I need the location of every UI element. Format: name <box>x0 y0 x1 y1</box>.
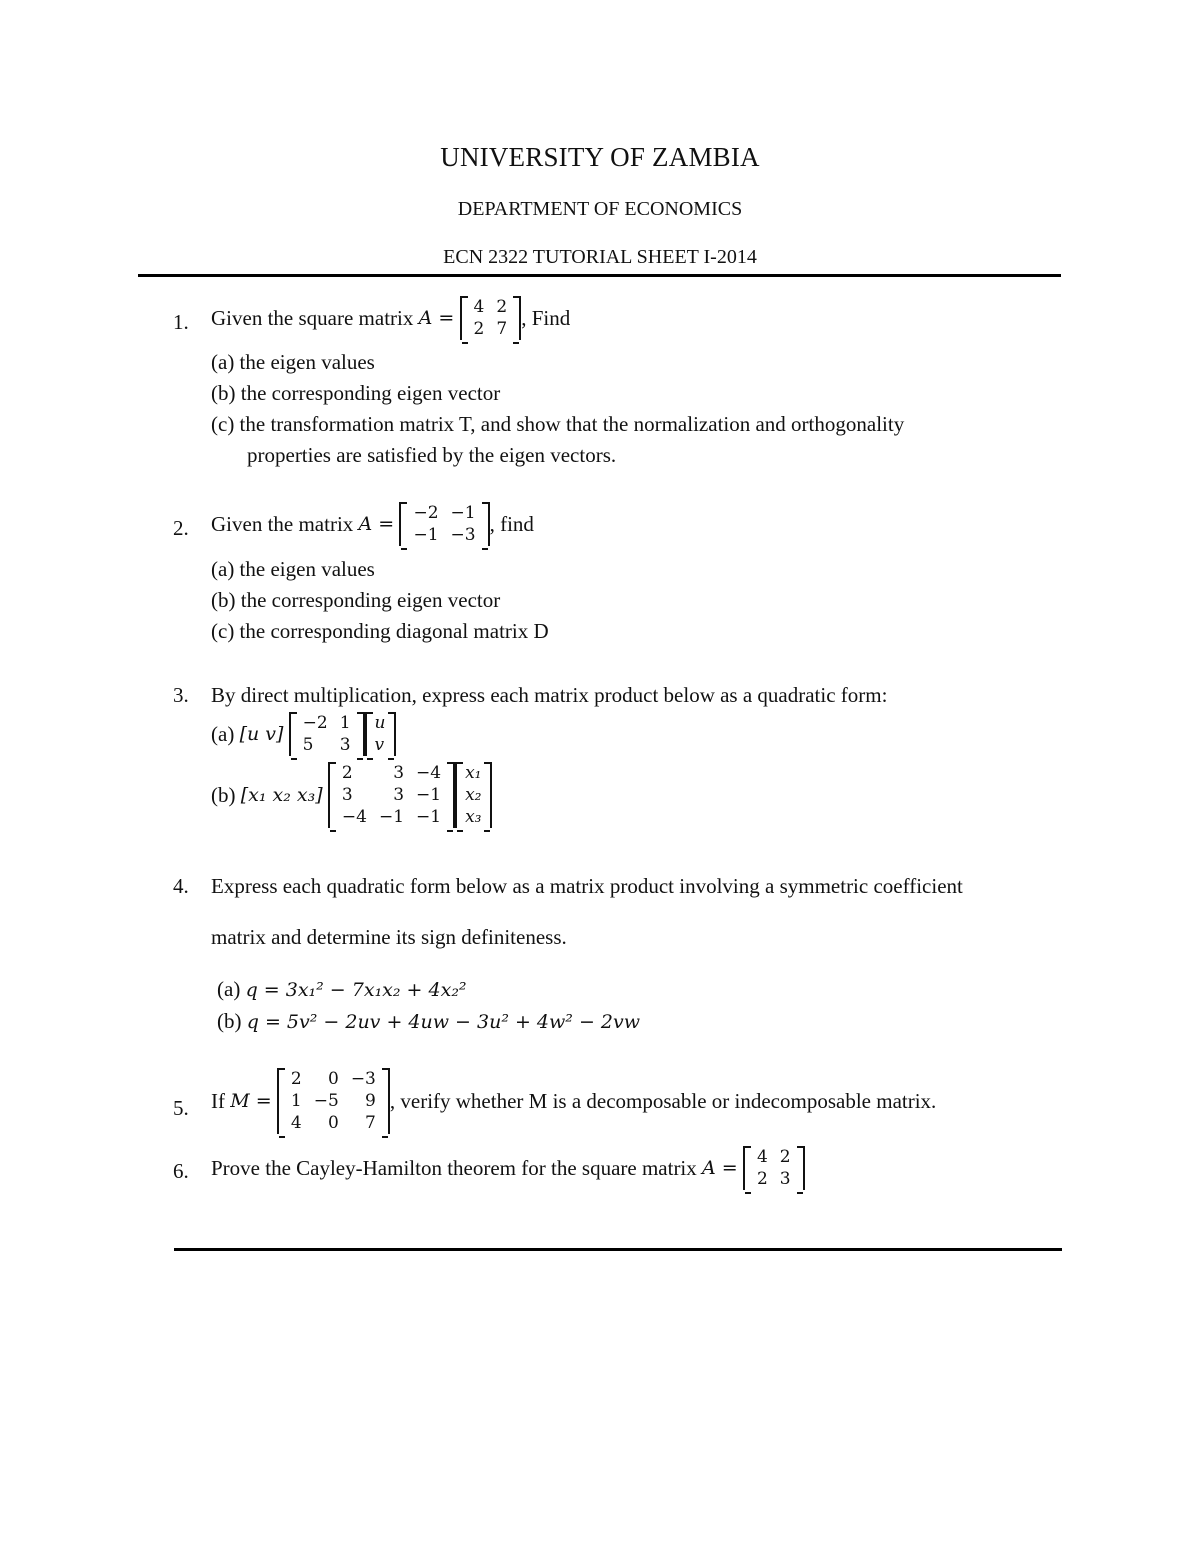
matrix-cell: 3 <box>779 1169 791 1189</box>
q1-part-c-cont: properties are satisfied by the eigen vectors. <box>247 443 617 467</box>
matrix-row <box>369 734 392 756</box>
q4-a-expr: q = 3x₁² − 7x₁x₂ + 4x₂² <box>245 979 467 1001</box>
matrix-cell: −2 <box>413 503 439 523</box>
q1-part-b: (b) the corresponding eigen vector <box>211 381 501 405</box>
university-title: UNIVERSITY OF ZAMBIA <box>440 142 760 172</box>
matrix-row <box>369 712 392 734</box>
q3-b-label: (b) <box>211 782 236 807</box>
matrix-row <box>468 296 514 318</box>
matrix-cell: 1 <box>339 713 351 733</box>
q5-matrix <box>277 1068 390 1134</box>
matrix-row <box>407 502 481 524</box>
department-title: DEPARTMENT OF ECONOMICS <box>457 198 743 220</box>
q6-matrix <box>743 1146 805 1190</box>
q3-part-a <box>211 712 396 756</box>
matrix-row <box>459 806 487 828</box>
matrix-cell: 4 <box>473 297 485 317</box>
q4-text-1: Express each quadratic form below as a matrix product involving a symmetric coefficient <box>211 874 963 898</box>
q4-part-a <box>217 977 467 1002</box>
matrix-row <box>751 1168 797 1190</box>
q3-a-matrix <box>289 712 365 756</box>
matrix-row <box>336 806 447 828</box>
q3-b-col <box>455 762 491 828</box>
matrix-cell: 5 <box>302 735 314 755</box>
matrix-cell: 9 <box>365 1091 376 1111</box>
q2-number: 2. <box>173 516 189 540</box>
matrix-row <box>297 734 357 756</box>
matrix-cell: −1 <box>413 525 439 545</box>
matrix-row <box>459 762 487 784</box>
matrix-cell: 2 <box>341 763 353 783</box>
q3-a-label: (a) <box>211 721 235 746</box>
matrix-cell: 2 <box>779 1147 791 1167</box>
q1-number: 1. <box>173 310 189 334</box>
matrix-cell: 2 <box>496 297 508 317</box>
matrix-cell: 7 <box>496 319 508 339</box>
matrix-cell: 4 <box>290 1113 302 1133</box>
q2-suffix: , find <box>489 511 534 536</box>
matrix-cell: 2 <box>290 1069 302 1089</box>
q6-text: Prove the Cayley-Hamilton theorem for the square matrix <box>211 1155 697 1180</box>
q2-part-b: (b) the corresponding eigen vector <box>211 588 501 612</box>
matrix-cell: −1 <box>416 785 442 805</box>
matrix-cell: −1 <box>450 503 476 523</box>
q6-var: A = <box>702 1157 738 1179</box>
matrix-row <box>336 784 447 806</box>
q1-part-c: (c) the transformation matrix T, and show that the normalization and orthogonality <box>211 412 905 436</box>
matrix-cell: −2 <box>302 713 328 733</box>
q5-suffix: , verify whether M is a decomposable or indecomposable matrix. <box>389 1088 937 1113</box>
matrix-cell: −5 <box>313 1091 339 1111</box>
q2-prefix: Given the matrix <box>211 511 354 536</box>
q3-a-row: [u v] <box>239 723 284 745</box>
matrix-cell: 2 <box>756 1169 768 1189</box>
q1-var: A = <box>418 307 455 329</box>
q1-statement <box>211 296 570 340</box>
matrix-row <box>459 784 487 806</box>
matrix-row <box>336 762 447 784</box>
q2-statement <box>211 502 534 546</box>
matrix-cell: v <box>374 735 385 755</box>
q2-matrix <box>399 502 489 546</box>
q1-part-a: (a) the eigen values <box>211 350 375 374</box>
matrix-cell: 1 <box>290 1091 302 1111</box>
q2-var: A = <box>358 513 395 535</box>
q4-b-expr: q = 5v² − 2uv + 4uw − 3u² + 4w² − 2vw <box>246 1011 640 1033</box>
matrix-cell: x₃ <box>465 807 482 827</box>
matrix-cell: 0 <box>327 1113 339 1133</box>
matrix-cell: −4 <box>416 763 442 783</box>
matrix-row <box>297 712 357 734</box>
q4-number: 4. <box>173 874 189 898</box>
matrix-cell: −3 <box>350 1069 376 1089</box>
q5-statement <box>211 1068 936 1134</box>
sheet-title: ECN 2322 TUTORIAL SHEET I-2014 <box>443 246 757 268</box>
matrix-row <box>285 1090 382 1112</box>
q1-matrix <box>460 296 522 340</box>
matrix-cell: u <box>374 713 386 733</box>
matrix-cell: 7 <box>365 1113 376 1133</box>
matrix-row <box>285 1112 382 1134</box>
matrix-cell: 3 <box>339 735 351 755</box>
q1-suffix: , Find <box>521 305 571 330</box>
q4-part-b <box>217 1009 640 1034</box>
q1-prefix: Given the square matrix <box>211 305 414 330</box>
matrix-cell: 3 <box>393 785 405 805</box>
matrix-cell: 0 <box>327 1069 339 1089</box>
q5-number: 5. <box>173 1096 189 1120</box>
q3-a-col <box>365 712 396 756</box>
matrix-row <box>751 1146 797 1168</box>
matrix-row <box>468 318 514 340</box>
q4-text-2: matrix and determine its sign definiteness. <box>211 925 567 949</box>
matrix-cell: −1 <box>378 807 405 827</box>
matrix-cell: 2 <box>473 319 485 339</box>
matrix-row <box>407 524 481 546</box>
matrix-cell: 4 <box>756 1147 768 1167</box>
q3-part-b <box>211 762 492 828</box>
matrix-cell: −1 <box>416 807 442 827</box>
q4-a-label: (a) <box>217 977 241 1001</box>
q3-b-matrix <box>328 762 455 828</box>
q6-statement <box>211 1146 805 1190</box>
q2-part-a: (a) the eigen values <box>211 557 375 581</box>
matrix-cell: x₂ <box>465 785 482 805</box>
matrix-cell: 3 <box>341 785 353 805</box>
q3-text: By direct multiplication, express each matrix product below as a quadratic form: <box>211 683 888 707</box>
matrix-row <box>285 1068 382 1090</box>
q3-number: 3. <box>173 683 189 707</box>
header-rule <box>138 274 1061 277</box>
matrix-cell: x₁ <box>465 763 482 783</box>
q2-part-c: (c) the corresponding diagonal matrix D <box>211 619 549 643</box>
q4-b-label: (b) <box>217 1009 242 1033</box>
q5-prefix: If <box>211 1088 225 1113</box>
footer-rule <box>174 1248 1062 1251</box>
q6-number: 6. <box>173 1159 189 1183</box>
matrix-cell: −3 <box>450 525 476 545</box>
matrix-cell: −4 <box>341 807 367 827</box>
q3-b-row: [x₁ x₂ x₃] <box>240 784 323 806</box>
q5-var: M = <box>230 1090 272 1112</box>
matrix-cell: 3 <box>393 763 405 783</box>
